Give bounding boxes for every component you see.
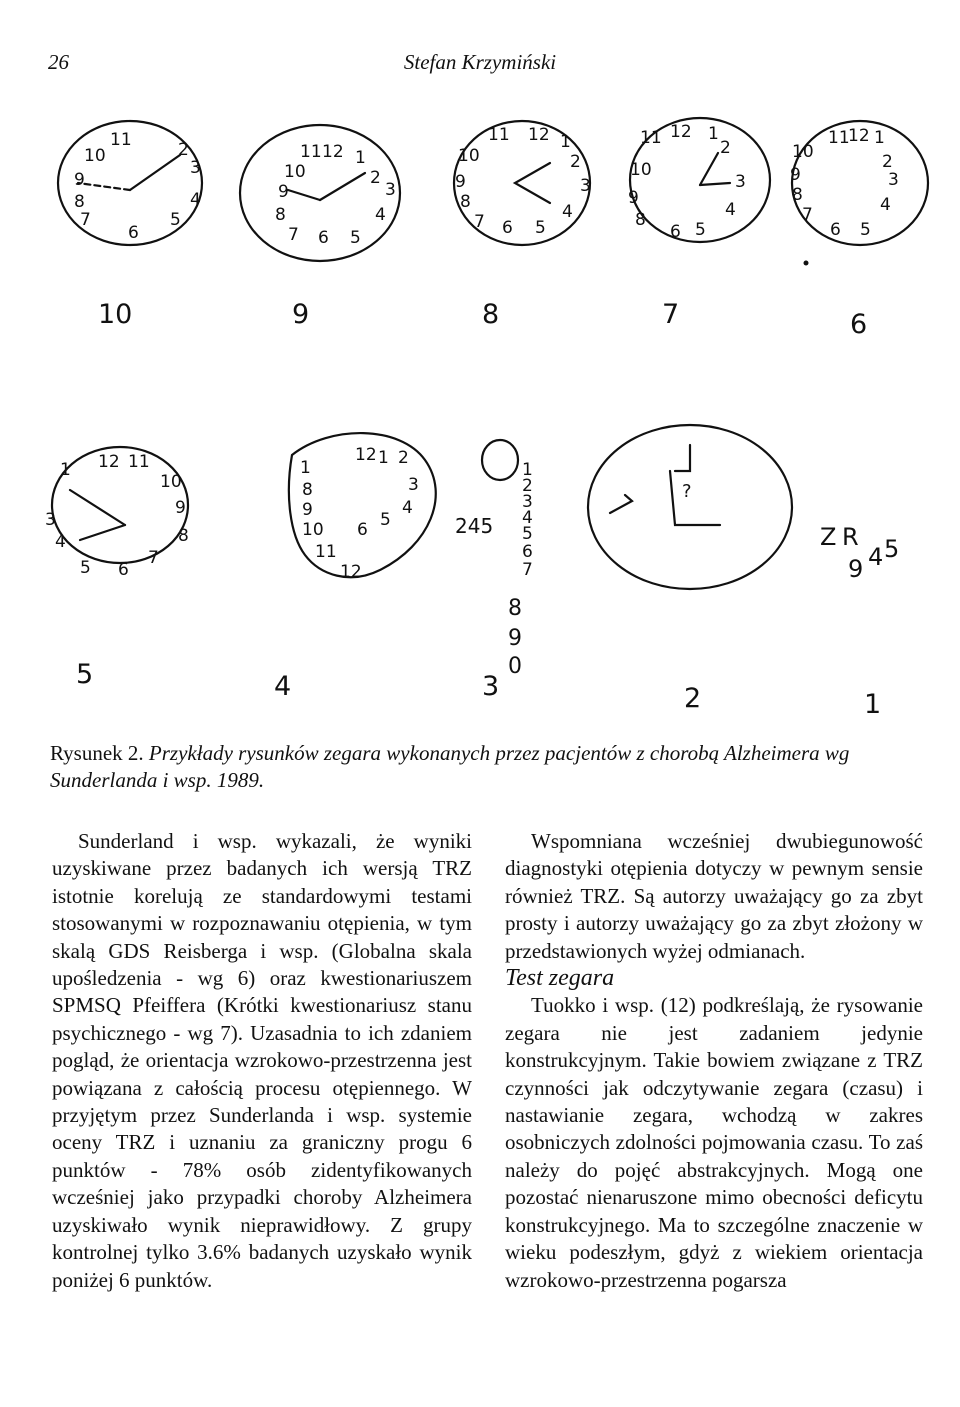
clock-drawing-1 bbox=[820, 523, 899, 583]
svg-text:10: 10 bbox=[160, 472, 182, 492]
svg-text:6: 6 bbox=[522, 542, 533, 562]
clock-drawing-5 bbox=[45, 447, 189, 580]
clock-label-7: 7 bbox=[662, 299, 680, 330]
svg-text:7: 7 bbox=[522, 560, 533, 580]
svg-text:1: 1 bbox=[60, 460, 71, 480]
svg-text:10: 10 bbox=[792, 142, 814, 162]
section-title: Test zegara bbox=[505, 965, 615, 992]
svg-text:5: 5 bbox=[884, 535, 900, 563]
svg-text:9: 9 bbox=[628, 188, 639, 208]
clock-drawings-svg bbox=[30, 95, 940, 735]
svg-text:8: 8 bbox=[508, 596, 522, 621]
svg-text:6: 6 bbox=[357, 520, 368, 540]
svg-text:2: 2 bbox=[882, 152, 893, 172]
svg-text:7: 7 bbox=[474, 212, 485, 232]
svg-text:3: 3 bbox=[522, 492, 533, 512]
clock-label-2: 2 bbox=[684, 683, 702, 714]
svg-text:9: 9 bbox=[508, 626, 522, 651]
clock-drawings-figure bbox=[30, 95, 940, 735]
svg-text:4: 4 bbox=[868, 543, 884, 571]
running-head: Stefan Krzymiński bbox=[403, 50, 557, 74]
svg-text:1: 1 bbox=[522, 460, 533, 480]
left-column bbox=[52, 828, 472, 1294]
svg-text:1: 1 bbox=[708, 124, 719, 144]
clock-drawing-10 bbox=[58, 121, 202, 245]
svg-text:4: 4 bbox=[562, 202, 573, 222]
clock-label-6: 6 bbox=[850, 309, 868, 340]
clock-label-9: 9 bbox=[292, 299, 310, 330]
svg-text:3: 3 bbox=[385, 180, 396, 200]
svg-text:8: 8 bbox=[178, 526, 189, 546]
svg-text:Z: Z bbox=[820, 523, 837, 551]
svg-text:12: 12 bbox=[848, 126, 870, 146]
figure-label: Rysunek 2. bbox=[50, 741, 144, 765]
clock-drawing-6 bbox=[790, 121, 928, 266]
svg-text:2: 2 bbox=[570, 152, 581, 172]
right-paragraph-1: Wspomniana wcześniej dwubiegunowość diagnostyki otępienia dotyczy w pewnym sensie również TRZ. Są autorzy uważający go za zbyt prosty i autorzy uważający go za zbyt złożony w przedstawionych wyżej odmianach. bbox=[505, 829, 923, 963]
clock-label-1: 1 bbox=[864, 689, 882, 720]
svg-text:4: 4 bbox=[190, 190, 201, 210]
svg-text:4: 4 bbox=[880, 195, 891, 215]
svg-text:9: 9 bbox=[455, 172, 466, 192]
figure-caption-text: Przykłady rysunków zegara wykonanych przez pacjentów z chorobą Alzheimera wg Sunderlanda i wsp. 1989. bbox=[50, 741, 850, 792]
svg-text:4: 4 bbox=[522, 508, 533, 528]
svg-text:0: 0 bbox=[508, 654, 522, 679]
svg-text:6: 6 bbox=[118, 560, 129, 580]
svg-text:7: 7 bbox=[802, 205, 813, 225]
svg-text:6: 6 bbox=[128, 223, 139, 243]
clock-drawing-2 bbox=[588, 425, 792, 589]
svg-text:1: 1 bbox=[300, 458, 311, 478]
svg-text:3: 3 bbox=[408, 475, 419, 495]
page-header bbox=[0, 50, 960, 80]
svg-text:11: 11 bbox=[488, 125, 510, 145]
svg-text:3: 3 bbox=[735, 172, 746, 192]
svg-text:12: 12 bbox=[355, 445, 377, 465]
svg-text:2: 2 bbox=[720, 138, 731, 158]
svg-text:3: 3 bbox=[580, 176, 591, 196]
svg-text:1: 1 bbox=[560, 132, 571, 152]
svg-text:10: 10 bbox=[458, 146, 480, 166]
svg-text:3: 3 bbox=[888, 170, 899, 190]
svg-text:9: 9 bbox=[74, 170, 85, 190]
svg-text:9: 9 bbox=[278, 182, 289, 202]
right-paragraph-2: Tuokko i wsp. (12) podkreślają, że rysowanie zegara nie jest zadaniem jedynie konstrukcyjnym. Takie bowiem związane z TRZ czynności jak odczytywanie zegara (czasu) i nastawianie zegara, wchodzą w zakres osobniczych zdolności pojmowania czasu. To zaś należy do pojęć abstrakcyjnych. Mogą one pozostać nienaruszone mimo obecności deficytu konstrukcyjnego. Ma to szczególne znaczenie w wieku podeszłym, gdyż z wiekiem orientacja wzrokowo-przestrzenna pogarsza bbox=[505, 993, 923, 1292]
svg-text:12: 12 bbox=[340, 562, 362, 582]
svg-text:11: 11 bbox=[640, 128, 662, 148]
clock-label-5: 5 bbox=[76, 659, 94, 690]
svg-text:3: 3 bbox=[190, 158, 201, 178]
svg-text:10: 10 bbox=[84, 146, 106, 166]
clock-label-8: 8 bbox=[482, 299, 500, 330]
svg-text:1: 1 bbox=[874, 128, 885, 148]
svg-text:10: 10 bbox=[284, 162, 306, 182]
svg-text:1: 1 bbox=[378, 448, 389, 468]
svg-text:12: 12 bbox=[528, 125, 550, 145]
svg-text:7: 7 bbox=[148, 548, 159, 568]
svg-text:12: 12 bbox=[322, 142, 344, 162]
svg-text:4: 4 bbox=[402, 498, 413, 518]
svg-text:5: 5 bbox=[380, 510, 391, 530]
svg-text:2: 2 bbox=[370, 168, 381, 188]
svg-text:1: 1 bbox=[355, 148, 366, 168]
svg-text:8: 8 bbox=[792, 185, 803, 205]
svg-text:6: 6 bbox=[502, 218, 513, 238]
clock-drawing-9 bbox=[240, 125, 400, 261]
svg-text:9: 9 bbox=[848, 555, 864, 583]
svg-text:5: 5 bbox=[860, 220, 871, 240]
svg-text:5: 5 bbox=[535, 218, 546, 238]
svg-text:9: 9 bbox=[790, 165, 801, 185]
svg-text:5: 5 bbox=[522, 524, 533, 544]
svg-text:5: 5 bbox=[695, 220, 706, 240]
clock-label-10: 10 bbox=[98, 299, 133, 330]
svg-text:6: 6 bbox=[670, 222, 681, 242]
right-column bbox=[505, 828, 923, 1294]
svg-text:8: 8 bbox=[74, 192, 85, 212]
svg-text:12: 12 bbox=[670, 122, 692, 142]
clock-drawing-7 bbox=[628, 118, 770, 242]
svg-text:9: 9 bbox=[175, 498, 186, 518]
page-number: 26 bbox=[48, 50, 69, 74]
svg-text:4: 4 bbox=[725, 200, 736, 220]
svg-text:5: 5 bbox=[350, 228, 361, 248]
svg-text:2: 2 bbox=[398, 448, 409, 468]
svg-text:11: 11 bbox=[128, 452, 150, 472]
svg-text:6: 6 bbox=[318, 228, 329, 248]
svg-text:11: 11 bbox=[110, 130, 132, 150]
svg-text:7: 7 bbox=[80, 210, 91, 230]
svg-text:4: 4 bbox=[375, 205, 386, 225]
svg-text:8: 8 bbox=[302, 480, 313, 500]
svg-text:3: 3 bbox=[45, 510, 56, 530]
clock-label-4: 4 bbox=[274, 671, 292, 702]
svg-text:7: 7 bbox=[288, 225, 299, 245]
svg-text:8: 8 bbox=[460, 192, 471, 212]
svg-text:245: 245 bbox=[455, 514, 494, 538]
svg-text:6: 6 bbox=[830, 220, 841, 240]
figure-caption bbox=[50, 740, 920, 794]
clock-label-3: 3 bbox=[482, 671, 500, 702]
svg-text:11: 11 bbox=[315, 542, 337, 562]
svg-text:10: 10 bbox=[630, 160, 652, 180]
svg-text:?: ? bbox=[682, 481, 692, 502]
left-paragraph: Sunderland i wsp. wykazali, że wyniki uzyskiwane przez badanych ich wersją TRZ istotnie korelują ze standardowymi testami stosowanymi w rozpoznawaniu otępienia, w tym skalą GDS Reisberga i wsp. (Globalna skala upośledzenia - wg 6) oraz kwestionariuszem SPMSQ Pfeiffera (Krótki kwestionariusz stanu psychicznego - wg 7). Uzasadnia to ich zdaniem pogląd, że orientacja wzrokowo-przestrzenna jest powiązana z całością procesu otępiennego. W przyjętym przez Sunderlanda i wsp. systemie oceny TRZ i uznaniu za graniczny progu 6 punktów - 78% osób zidentyfikowanych wcześniej jako przypadki choroby Alzheimera uzyskiwało wynik nieprawidłowy. Z grupy kontrolnej tylko 3.6% badanych uzyskało wynik poniżej 6 punktów. bbox=[52, 829, 472, 1292]
svg-text:8: 8 bbox=[635, 210, 646, 230]
svg-text:2: 2 bbox=[522, 476, 533, 496]
svg-text:R: R bbox=[842, 523, 859, 551]
svg-text:9: 9 bbox=[302, 500, 313, 520]
clock-drawing-4 bbox=[289, 433, 493, 582]
svg-text:8: 8 bbox=[275, 205, 286, 225]
svg-text:11: 11 bbox=[300, 142, 322, 162]
clock-drawing-3 bbox=[482, 440, 533, 679]
svg-text:4: 4 bbox=[55, 532, 66, 552]
svg-text:2: 2 bbox=[178, 140, 189, 160]
clock-drawing-8 bbox=[454, 121, 591, 245]
svg-text:10: 10 bbox=[302, 520, 324, 540]
svg-text:5: 5 bbox=[80, 558, 91, 578]
svg-text:12: 12 bbox=[98, 452, 120, 472]
svg-text:5: 5 bbox=[170, 210, 181, 230]
svg-text:11: 11 bbox=[828, 128, 850, 148]
